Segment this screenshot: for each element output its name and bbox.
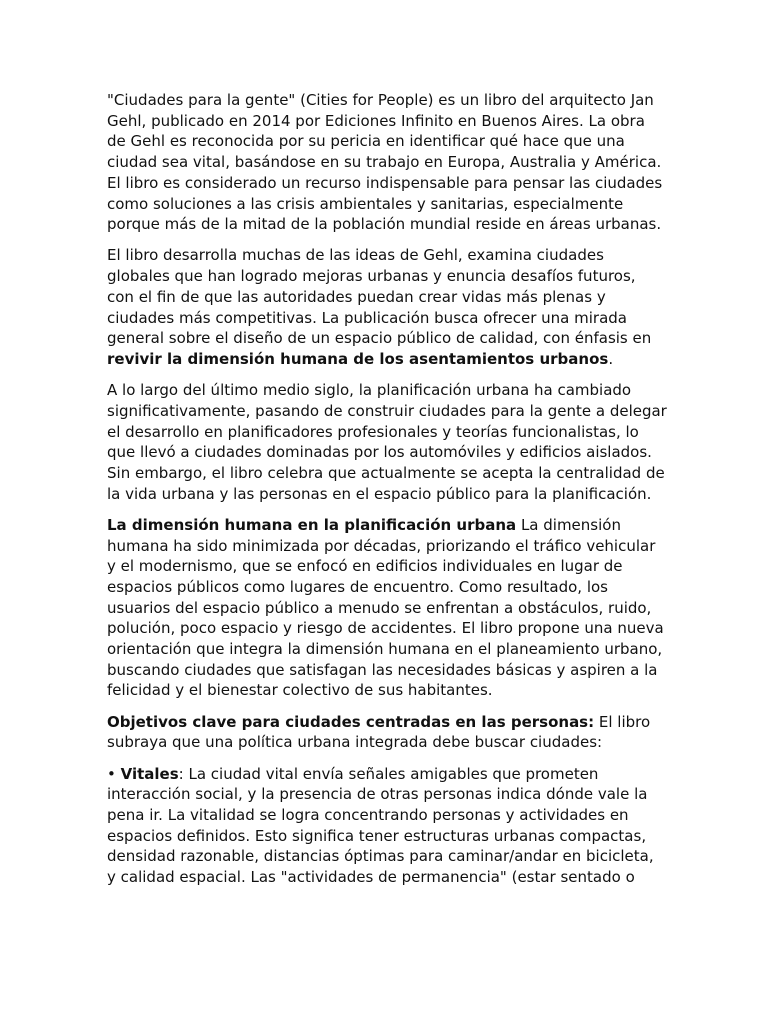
paragraph-text: El libro desarrolla muchas de las ideas de Gehl, examina ciudades globales que han logrado mejoras urbanas y enuncia desafíos futuros, con el fin de que las autoridades puedan crear vidas más plenas y ciudades más competitivas. La publicación busca ofrecer una mirada general sobre el diseño de un espacio público de calidad, con énfasis en bbox=[107, 246, 652, 348]
list-item-vitales bbox=[107, 764, 667, 888]
emphasis-text: revivir la dimensión humana de los asentamientos urbanos bbox=[107, 349, 609, 368]
paragraph-text: El libro subraya que una política urbana integrada debe buscar ciudades: bbox=[107, 712, 651, 752]
list-item-text: : La ciudad vital envía señales amigables que prometen interacción social, y la presencia de otras personas indica dónde vale la pena ir. La vitalidad se logra concentrando personas y actividades en espacios definidos. Esto significa tener estructuras urbanas compactas, densidad razonable, distancias óptimas para caminar/andar en bicicleta, y calidad espacial. Las "actividades de permanencia" (estar sentado o bbox=[107, 764, 654, 887]
paragraph-human-dimension bbox=[107, 515, 667, 701]
paragraph-text-end: . bbox=[608, 349, 614, 368]
paragraph-text: "Ciudades para la gente" (Cities for People) es un libro del arquitecto Jan Gehl, publicado en 2014 por Ediciones Infinito en Buenos Aires. La obra de Gehl es reconocida por su pericia en identificar qué hace que una ciudad sea vital, basándose en su trabajo en Europa, Australia y América. El libro es considerado un recurso indispensable para pensar las ciudades como soluciones a las crisis ambientales y sanitarias, especialmente porque más de la mitad de la población mundial reside en áreas urbanas. bbox=[107, 91, 663, 234]
paragraph-text: La dimensión humana ha sido minimizada por décadas, priorizando el tráfico vehicular y el modernismo, que se enfocó en edificios individuales en lugar de espacios públicos como lugares de encuentro. Como resultado, los usuarios del espacio público a menudo se enfrentan a obstáculos, ruido, polución, poco espacio y riesgo de accidentes. El libro propone una nueva orientación que integra la dimensión humana en el planeamiento urbano, buscando ciudades que satisfagan las necesidades básicas y aspiren a la felicidad y el bienestar colectivo de sus habitantes. bbox=[107, 515, 664, 700]
paragraph-history bbox=[107, 380, 667, 504]
bullet-marker: • bbox=[107, 764, 121, 783]
paragraph-intro bbox=[107, 90, 667, 235]
list-item-heading: Vitales bbox=[120, 764, 179, 783]
section-heading: Objetivos clave para ciudades centradas en las personas: bbox=[107, 712, 595, 731]
paragraph-text: A lo largo del último medio siglo, la planificación urbana ha cambiado significativamente, pasando de construir ciudades para la gente a delegar el desarrollo en planificadores profesionales y teorías funcionalistas, lo que llevó a ciudades dominadas por los automóviles y edificios aislados. Sin embargo, el libro celebra que actualmente se acepta la centralidad de la vida urbana y las personas en el espacio público para la planificación. bbox=[107, 381, 667, 503]
section-heading: La dimensión humana en la planificación urbana bbox=[107, 515, 517, 534]
paragraph-ideas bbox=[107, 245, 667, 369]
paragraph-objectives bbox=[107, 712, 667, 753]
document-body bbox=[107, 90, 667, 898]
